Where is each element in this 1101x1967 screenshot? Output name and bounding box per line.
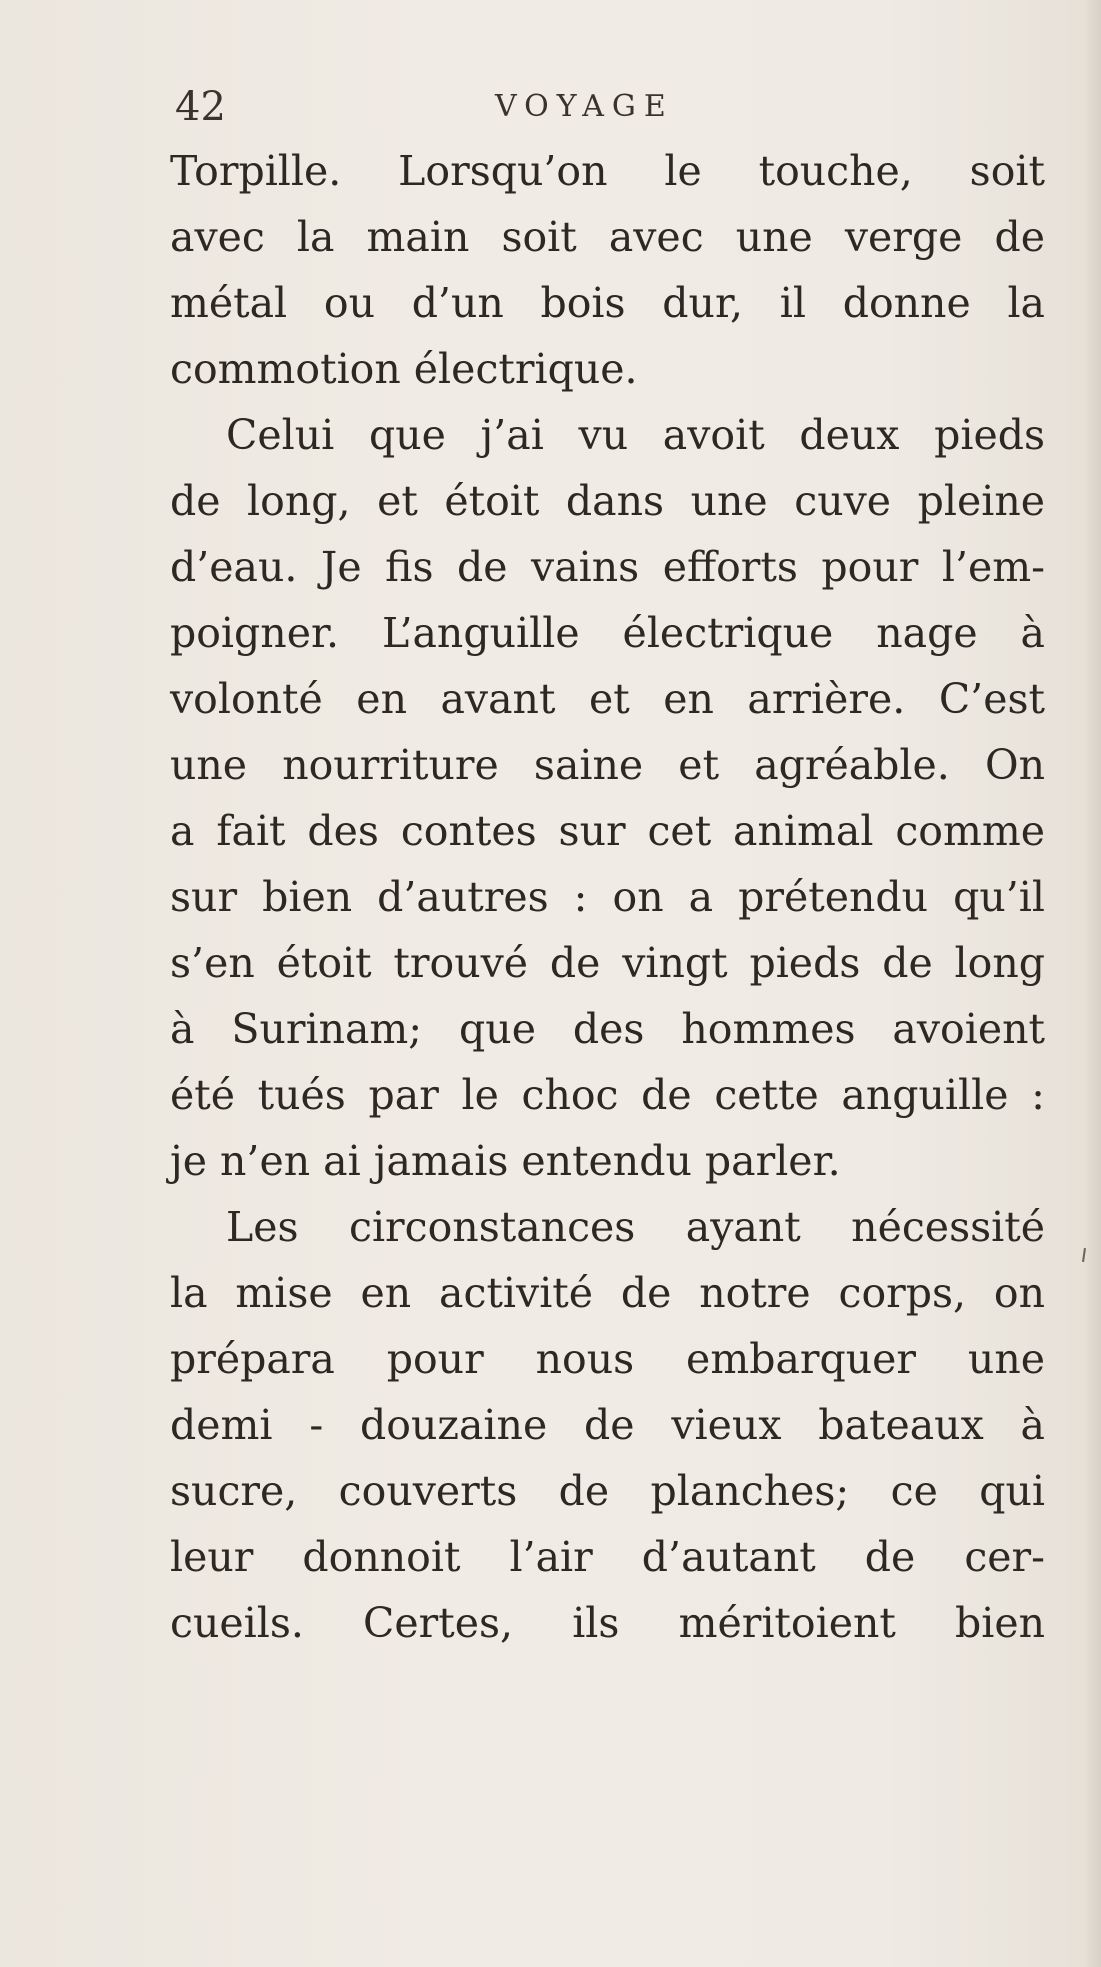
page-number: 42 <box>175 84 226 130</box>
text-line: a fait des contes sur cet animal comme <box>170 807 1045 855</box>
text-line: demi - douzaine de vieux bateaux à <box>170 1401 1045 1449</box>
body-text <box>170 138 1045 1656</box>
text-line: commotion électrique. <box>170 345 638 393</box>
paragraph-start-line: Celui que j’ai vu avoit deux pieds <box>226 411 1045 459</box>
page-header <box>175 82 1055 132</box>
paragraph-start-line: Les circonstances ayant nécessité <box>226 1203 1045 1251</box>
text-line: Torpille. Lorsqu’on le touche, soit <box>170 147 1045 195</box>
text-line: s’en étoit trouvé de vingt pieds de long <box>170 939 1045 987</box>
text-line: volonté en avant et en arrière. C’est <box>170 675 1045 723</box>
text-line: sucre, couverts de planches; ce qui <box>170 1467 1045 1515</box>
text-line: de long, et étoit dans une cuve pleine <box>170 477 1045 525</box>
running-title: VOYAGE <box>495 89 674 124</box>
text-line: je n’en ai jamais entendu parler. <box>170 1137 841 1185</box>
page-edge-shadow <box>1083 0 1101 1967</box>
text-line: avec la main soit avec une verge de <box>170 213 1045 261</box>
text-line: prépara pour nous embarquer une <box>170 1335 1045 1383</box>
text-line: sur bien d’autres : on a prétendu qu’il <box>170 873 1045 921</box>
text-line: à Surinam; que des hommes avoient <box>170 1005 1045 1053</box>
text-line: la mise en activité de notre corps, on <box>170 1269 1045 1317</box>
text-line: d’eau. Je fis de vains efforts pour l’em- <box>170 543 1045 591</box>
text-line: été tués par le choc de cette anguille : <box>170 1071 1045 1119</box>
text-line: poigner. L’anguille électrique nage à <box>170 609 1045 657</box>
text-line: leur donnoit l’air d’autant de cer- <box>170 1533 1045 1581</box>
text-line: une nourriture saine et agréable. On <box>170 741 1045 789</box>
text-line: métal ou d’un bois dur, il donne la <box>170 279 1045 327</box>
text-line: cueils. Certes, ils méritoient bien <box>170 1599 1045 1647</box>
